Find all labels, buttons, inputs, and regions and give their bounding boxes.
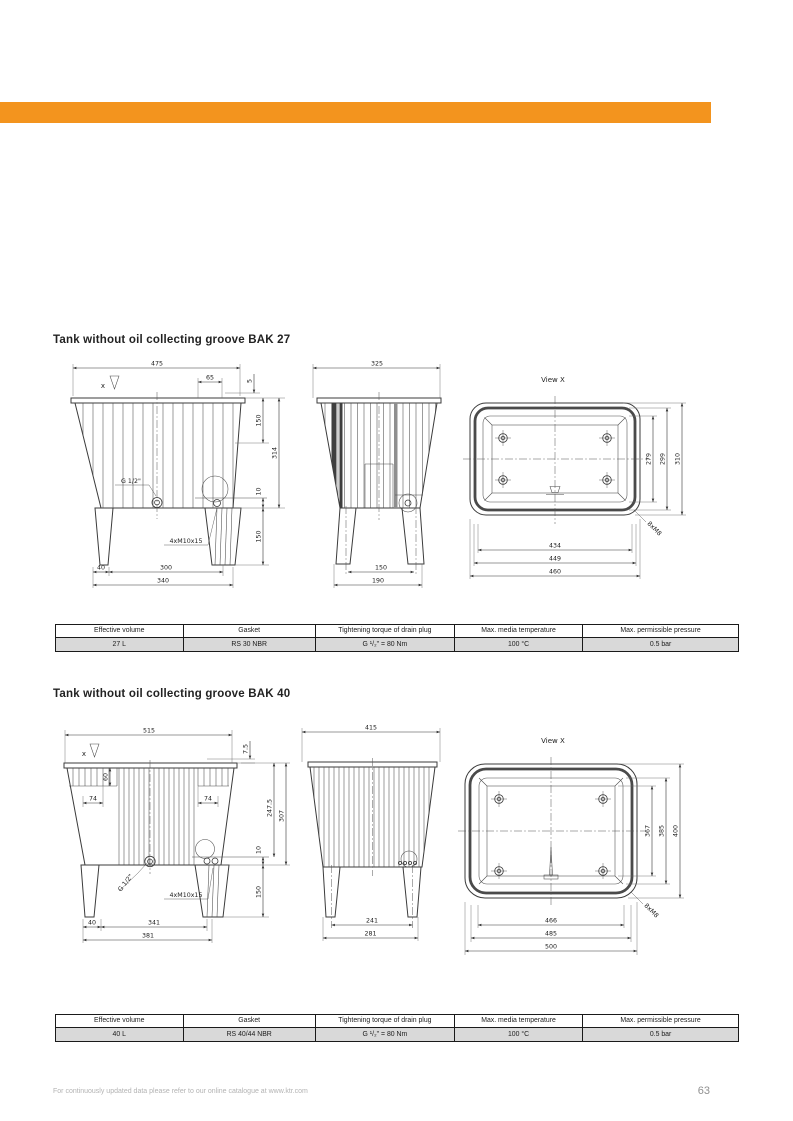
bak27-side-view-drawing bbox=[299, 356, 461, 600]
surface-finish-mark bbox=[82, 744, 99, 758]
dim-label: 314 bbox=[271, 446, 279, 460]
dim-label: 281 bbox=[364, 930, 377, 938]
tank-front-outline bbox=[64, 763, 269, 917]
value-cell: RS 40/44 NBR bbox=[184, 1028, 316, 1041]
header-accent-bar bbox=[0, 102, 711, 123]
dim-label: 381 bbox=[141, 932, 155, 940]
dim-label: 466 bbox=[544, 917, 558, 925]
header-cell: Effective volume bbox=[56, 625, 184, 637]
value-cell: 100 °C bbox=[455, 1028, 583, 1041]
header-cell: Max. media temperature bbox=[455, 625, 583, 637]
surface-mark-x: x bbox=[100, 382, 106, 390]
dim-label: 10 bbox=[255, 845, 263, 855]
dim-label: 485 bbox=[544, 930, 558, 938]
bak27-spec-table bbox=[55, 624, 739, 652]
section-title-bak27: Tank without oil collecting groove BAK 27 bbox=[53, 334, 291, 346]
bak27-top-view-drawing bbox=[463, 374, 705, 586]
header-cell: Gasket bbox=[184, 625, 316, 637]
dim-label: 515 bbox=[142, 727, 156, 735]
bolt-pattern-label: 4xM10x15 bbox=[169, 538, 203, 545]
dim-label: 5 bbox=[246, 378, 254, 384]
header-cell: Tightening torque of drain plug bbox=[316, 625, 455, 637]
dim-label: 150 bbox=[255, 885, 263, 899]
header-cell: Max. permissible pressure bbox=[620, 627, 701, 634]
value-cell: RS 30 NBR bbox=[184, 638, 316, 651]
footer-note: For continuously updated data please refer to our online catalogue at www.ktr.com bbox=[53, 1088, 308, 1095]
dim-label: 449 bbox=[548, 555, 562, 563]
value-cell: G ¹/₂" = 80 Nm bbox=[316, 1028, 455, 1041]
dim-label: 74 bbox=[88, 795, 98, 803]
surface-mark-x: x bbox=[81, 750, 87, 758]
top-view-dimensions bbox=[470, 403, 686, 579]
dim-label: 400 bbox=[672, 824, 680, 838]
dim-label: 40 bbox=[96, 564, 106, 572]
value-cell: 0.5 bar bbox=[649, 641, 672, 648]
dim-label: 74 bbox=[203, 795, 213, 803]
dim-label: 65 bbox=[205, 374, 215, 382]
dim-label: 150 bbox=[255, 530, 263, 543]
dim-label: 415 bbox=[364, 724, 378, 732]
dim-label: 300 bbox=[159, 564, 173, 572]
top-view-dimensions bbox=[465, 764, 684, 955]
page-number: 63 bbox=[697, 1085, 710, 1097]
dim-label: 325 bbox=[370, 360, 384, 368]
bak40-top-view-drawing bbox=[458, 733, 705, 961]
front-callouts bbox=[117, 863, 213, 899]
table-value-row bbox=[56, 1028, 738, 1041]
tank-side-ribs bbox=[325, 403, 436, 509]
side-dimensions bbox=[313, 361, 440, 589]
front-dimensions bbox=[73, 361, 285, 589]
dim-label: 10 bbox=[255, 487, 263, 496]
value-cell: G ¹/₂" = 80 Nm bbox=[316, 638, 455, 651]
tank-side-ribs bbox=[314, 767, 429, 867]
dim-label: 190 bbox=[371, 577, 385, 585]
dim-label: 150 bbox=[374, 564, 388, 572]
section-title-bak40: Tank without oil collecting groove BAK 40 bbox=[53, 688, 291, 700]
header-cell: Max. media temperature bbox=[455, 1015, 583, 1027]
value-cell: 40 L bbox=[56, 1028, 184, 1041]
value-cell: 27 L bbox=[56, 638, 184, 651]
bolt-pattern-label: 8xM8 bbox=[645, 520, 663, 538]
bolt-pattern-label: 4xM10x15 bbox=[169, 892, 203, 899]
front-dimensions bbox=[65, 728, 290, 944]
dim-label: 299 bbox=[659, 452, 667, 466]
dim-label: 241 bbox=[365, 917, 379, 925]
dim-label: 460 bbox=[548, 568, 562, 576]
table-header-row bbox=[56, 625, 738, 638]
bak40-front-view-drawing bbox=[57, 716, 293, 956]
side-dimensions bbox=[302, 725, 440, 942]
dim-label: 310 bbox=[674, 452, 682, 466]
dim-label: 279 bbox=[645, 452, 653, 466]
header-cell: Max. permissible pressure bbox=[620, 1017, 701, 1024]
dim-label: 434 bbox=[548, 542, 562, 550]
dim-label: 150 bbox=[255, 414, 263, 427]
header-cell: Gasket bbox=[184, 1015, 316, 1027]
view-x-label: View X bbox=[541, 376, 565, 384]
dim-label: 307 bbox=[278, 809, 286, 823]
dim-label: 341 bbox=[147, 919, 161, 927]
dim-label: 60 bbox=[102, 772, 110, 782]
pump-bracket bbox=[202, 476, 228, 507]
value-cell: 0.5 bar bbox=[649, 1031, 672, 1038]
drain-thread-label: G 1/2" bbox=[116, 873, 135, 894]
dim-label: 367 bbox=[644, 824, 652, 838]
dim-label: 385 bbox=[658, 824, 666, 838]
dim-label: 500 bbox=[544, 943, 558, 951]
header-cell: Effective volume bbox=[56, 1015, 184, 1027]
value-cell: 100 °C bbox=[455, 638, 583, 651]
dim-label: 7.5 bbox=[242, 743, 250, 755]
tank-front-ribs bbox=[73, 768, 228, 865]
dim-label: 340 bbox=[156, 577, 170, 585]
dim-label: 475 bbox=[150, 360, 164, 368]
bak40-side-view-drawing bbox=[295, 716, 457, 956]
dim-label: 40 bbox=[87, 919, 97, 927]
pump-bracket bbox=[196, 840, 219, 865]
bolt-pattern-label: 8xM8 bbox=[642, 902, 660, 920]
bak27-front-view-drawing bbox=[57, 356, 289, 600]
drain-thread-label: G 1/2" bbox=[121, 478, 141, 485]
header-cell: Tightening torque of drain plug bbox=[316, 1015, 455, 1027]
table-header-row bbox=[56, 1015, 738, 1028]
dim-label: 247.5 bbox=[266, 798, 274, 818]
front-callouts bbox=[115, 478, 217, 545]
tank-front-ribs bbox=[83, 403, 233, 508]
bak40-spec-table bbox=[55, 1014, 739, 1042]
view-x-label: View X bbox=[541, 737, 565, 745]
surface-finish-mark bbox=[101, 376, 119, 390]
table-value-row bbox=[56, 638, 738, 651]
